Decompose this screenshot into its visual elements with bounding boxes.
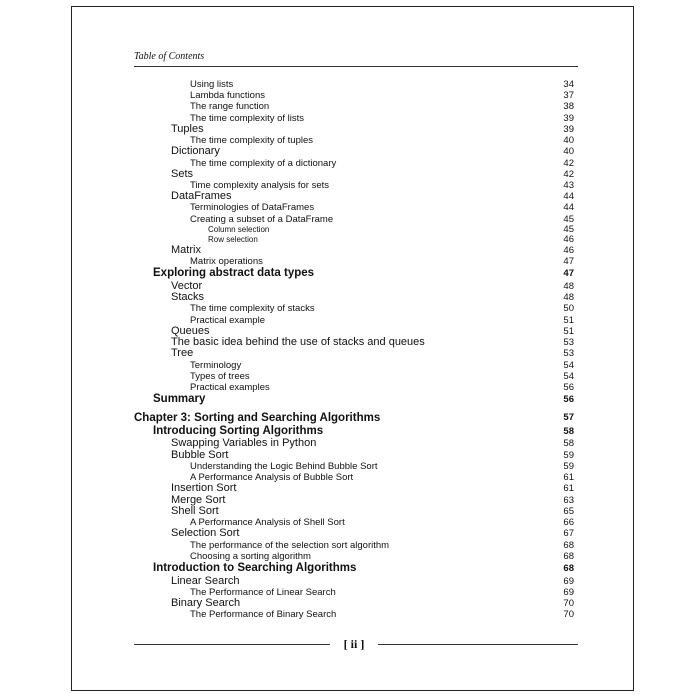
toc-entry[interactable] [134, 169, 574, 180]
toc-entry[interactable] [134, 146, 574, 157]
toc-entry[interactable] [134, 337, 574, 348]
toc-entry[interactable] [134, 598, 574, 609]
toc-entry-title: Lambda functions [190, 90, 265, 102]
footer-rule-right [378, 644, 578, 645]
toc-entry-title: The performance of the selection sort algorithm [190, 539, 390, 551]
toc-entry-title: A Performance Analysis of Shell Sort [190, 517, 345, 529]
toc-entry-page-number: 45 [563, 223, 574, 235]
toc-entry-title: Bubble Sort [171, 448, 229, 461]
toc-entry-page-number: 58 [563, 425, 574, 437]
toc-entry-page-number: 47 [563, 268, 574, 280]
running-head-title: Table of Contents [134, 51, 205, 62]
toc-entry-title: Understanding the Logic Behind Bubble Sort [190, 460, 378, 472]
toc-entry-title: Introducing Sorting Algorithms [153, 424, 324, 437]
toc-entry[interactable] [134, 483, 574, 494]
toc-entry[interactable] [134, 562, 574, 576]
toc-entry-title: Insertion Sort [171, 482, 237, 495]
toc-entry-title: Practical examples [190, 382, 270, 394]
toc-entry-page-number: 47 [563, 256, 574, 268]
toc-entry[interactable] [134, 540, 574, 551]
toc-entry-title: Column selection [208, 224, 270, 234]
toc-entry-title: Time complexity analysis for sets [190, 180, 330, 191]
toc-entry-page-number: 68 [563, 539, 574, 551]
toc-entry-title: The range function [190, 101, 270, 113]
footer-rule-left [134, 644, 330, 645]
toc-entry-page-number: 53 [563, 348, 574, 360]
toc-entry-title: Merge Sort [171, 493, 226, 506]
toc-entry[interactable] [134, 450, 574, 461]
toc-entry-page-number: 39 [563, 123, 574, 135]
toc-entry-page-number: 54 [563, 370, 574, 382]
toc-entry-title: Stacks [171, 291, 205, 304]
toc-entry-title: Practical example [190, 314, 265, 326]
toc-entry[interactable] [134, 124, 574, 135]
toc-entry[interactable] [134, 203, 574, 214]
toc-entry-title: The Performance of Linear Search [190, 586, 336, 598]
toc-entry[interactable] [134, 90, 574, 101]
table-of-contents [134, 79, 574, 620]
toc-entry-title: Introduction to Searching Algorithms [153, 562, 357, 574]
toc-entry-page-number: 53 [563, 337, 574, 349]
toc-entry-title: Sets [171, 167, 194, 180]
toc-entry-title: Terminology [190, 359, 242, 371]
toc-entry-page-number: 38 [563, 101, 574, 113]
toc-entry-title: Creating a subset of a DataFrame [190, 213, 334, 225]
toc-entry[interactable] [134, 528, 574, 539]
toc-entry-page-number: 40 [563, 135, 574, 147]
toc-entry-page-number: 59 [563, 460, 574, 472]
toc-entry-page-number: 67 [563, 528, 574, 540]
toc-entry-page-number: 40 [563, 146, 574, 158]
toc-entry-page-number: 61 [563, 472, 574, 484]
toc-entry-page-number: 58 [563, 438, 574, 450]
toc-entry[interactable] [134, 267, 574, 281]
toc-entry-page-number: 45 [563, 213, 574, 225]
toc-entry-title: Exploring abstract data types [153, 267, 315, 280]
toc-entry[interactable] [134, 438, 574, 449]
toc-entry-page-number: 68 [563, 563, 574, 574]
toc-entry-title: Binary Search [171, 596, 241, 609]
toc-entry[interactable] [134, 191, 574, 202]
toc-entry-title: DataFrames [171, 190, 232, 203]
toc-entry[interactable] [134, 158, 574, 169]
toc-entry-page-number: 34 [563, 78, 574, 90]
toc-entry-title: The Performance of Binary Search [190, 609, 337, 621]
toc-entry-title: Linear Search [171, 574, 240, 587]
toc-entry[interactable] [134, 411, 574, 425]
toc-entry-page-number: 51 [563, 314, 574, 326]
toc-entry-title: Matrix [171, 243, 201, 256]
toc-entry-title: Dictionary [171, 145, 220, 158]
toc-entry-title: The time complexity of tuples [190, 135, 314, 147]
toc-entry[interactable] [134, 506, 574, 517]
toc-entry-page-number: 48 [563, 292, 574, 304]
toc-entry-page-number: 50 [563, 303, 574, 315]
toc-entry-title: Vector [171, 279, 203, 292]
toc-entry-title: The time complexity of lists [190, 112, 305, 124]
toc-entry-page-number: 54 [563, 359, 574, 371]
toc-entry-page-number: 48 [563, 280, 574, 292]
toc-entry-page-number: 43 [563, 180, 574, 191]
toc-entry-title: Summary [153, 393, 206, 406]
toc-entry[interactable] [134, 382, 574, 393]
page-footer [134, 637, 578, 653]
toc-entry-title: Tree [171, 347, 194, 360]
header-rule [134, 66, 578, 67]
toc-entry-title: Shell Sort [171, 504, 219, 517]
toc-entry-page-number: 42 [563, 168, 574, 180]
page-number: [ ii ] [343, 637, 365, 651]
toc-entry-page-number: 70 [563, 609, 574, 621]
toc-entry[interactable] [134, 245, 574, 256]
toc-entry-title: The basic idea behind the use of stacks and queues [171, 336, 425, 349]
toc-entry[interactable] [134, 609, 574, 620]
toc-entry-page-number: 61 [563, 483, 574, 495]
toc-entry[interactable] [134, 425, 574, 439]
toc-entry[interactable] [134, 256, 574, 267]
toc-entry[interactable] [134, 79, 574, 90]
toc-entry-title: Selection Sort [171, 527, 240, 540]
toc-entry-page-number: 63 [563, 494, 574, 506]
toc-entry-title: The time complexity of a dictionary [190, 157, 337, 169]
toc-entry-page-number: 56 [563, 394, 574, 406]
toc-entry-page-number: 39 [563, 112, 574, 124]
toc-entry-page-number: 46 [563, 233, 574, 245]
toc-entry-page-number: 44 [563, 191, 574, 203]
toc-entry-title: Matrix operations [190, 256, 263, 268]
toc-entry-title: Using lists [190, 78, 234, 90]
toc-entry[interactable] [134, 303, 574, 314]
toc-entry[interactable] [134, 292, 574, 303]
toc-entry[interactable] [134, 371, 574, 382]
toc-entry[interactable] [134, 101, 574, 112]
toc-entry-page-number: 57 [563, 411, 574, 423]
toc-entry-title: Tuples [171, 122, 204, 135]
toc-entry-page-number: 56 [563, 382, 574, 394]
toc-entry-title: Queues [171, 324, 210, 337]
toc-entry-page-number: 44 [563, 202, 574, 214]
toc-entry[interactable] [134, 214, 574, 225]
toc-entry[interactable] [134, 225, 574, 235]
toc-entry-page-number: 42 [563, 157, 574, 169]
toc-entry-title: The time complexity of stacks [190, 303, 315, 315]
toc-entry[interactable] [134, 360, 574, 371]
toc-entry-page-number: 59 [563, 449, 574, 461]
toc-entry-page-number: 66 [563, 517, 574, 529]
toc-entry-page-number: 69 [563, 575, 574, 587]
toc-entry-title: Swapping Variables in Python [171, 437, 317, 450]
toc-entry[interactable] [134, 461, 574, 472]
toc-entry-title: Terminologies of DataFrames [190, 202, 315, 214]
toc-entry-title: Types of trees [190, 370, 250, 382]
toc-entry-page-number: 65 [563, 505, 574, 517]
toc-entry[interactable] [134, 393, 574, 407]
toc-entry-page-number: 46 [563, 244, 574, 256]
toc-entry[interactable] [134, 348, 574, 359]
toc-entry-title: Chapter 3: Sorting and Searching Algorithms [134, 411, 381, 424]
toc-entry-page-number: 37 [563, 90, 574, 102]
toc-entry[interactable] [134, 551, 574, 562]
toc-entry-page-number: 68 [563, 550, 574, 562]
toc-entry-page-number: 70 [563, 597, 574, 609]
toc-entry-title: Choosing a sorting algorithm [190, 550, 311, 562]
document-page [71, 6, 634, 691]
toc-entry-page-number: 69 [563, 586, 574, 598]
toc-entry-page-number: 51 [563, 325, 574, 337]
toc-entry-title: A Performance Analysis of Bubble Sort [190, 472, 354, 484]
toc-entry-title: Row selection [208, 234, 258, 244]
toc-entry[interactable] [134, 576, 574, 587]
